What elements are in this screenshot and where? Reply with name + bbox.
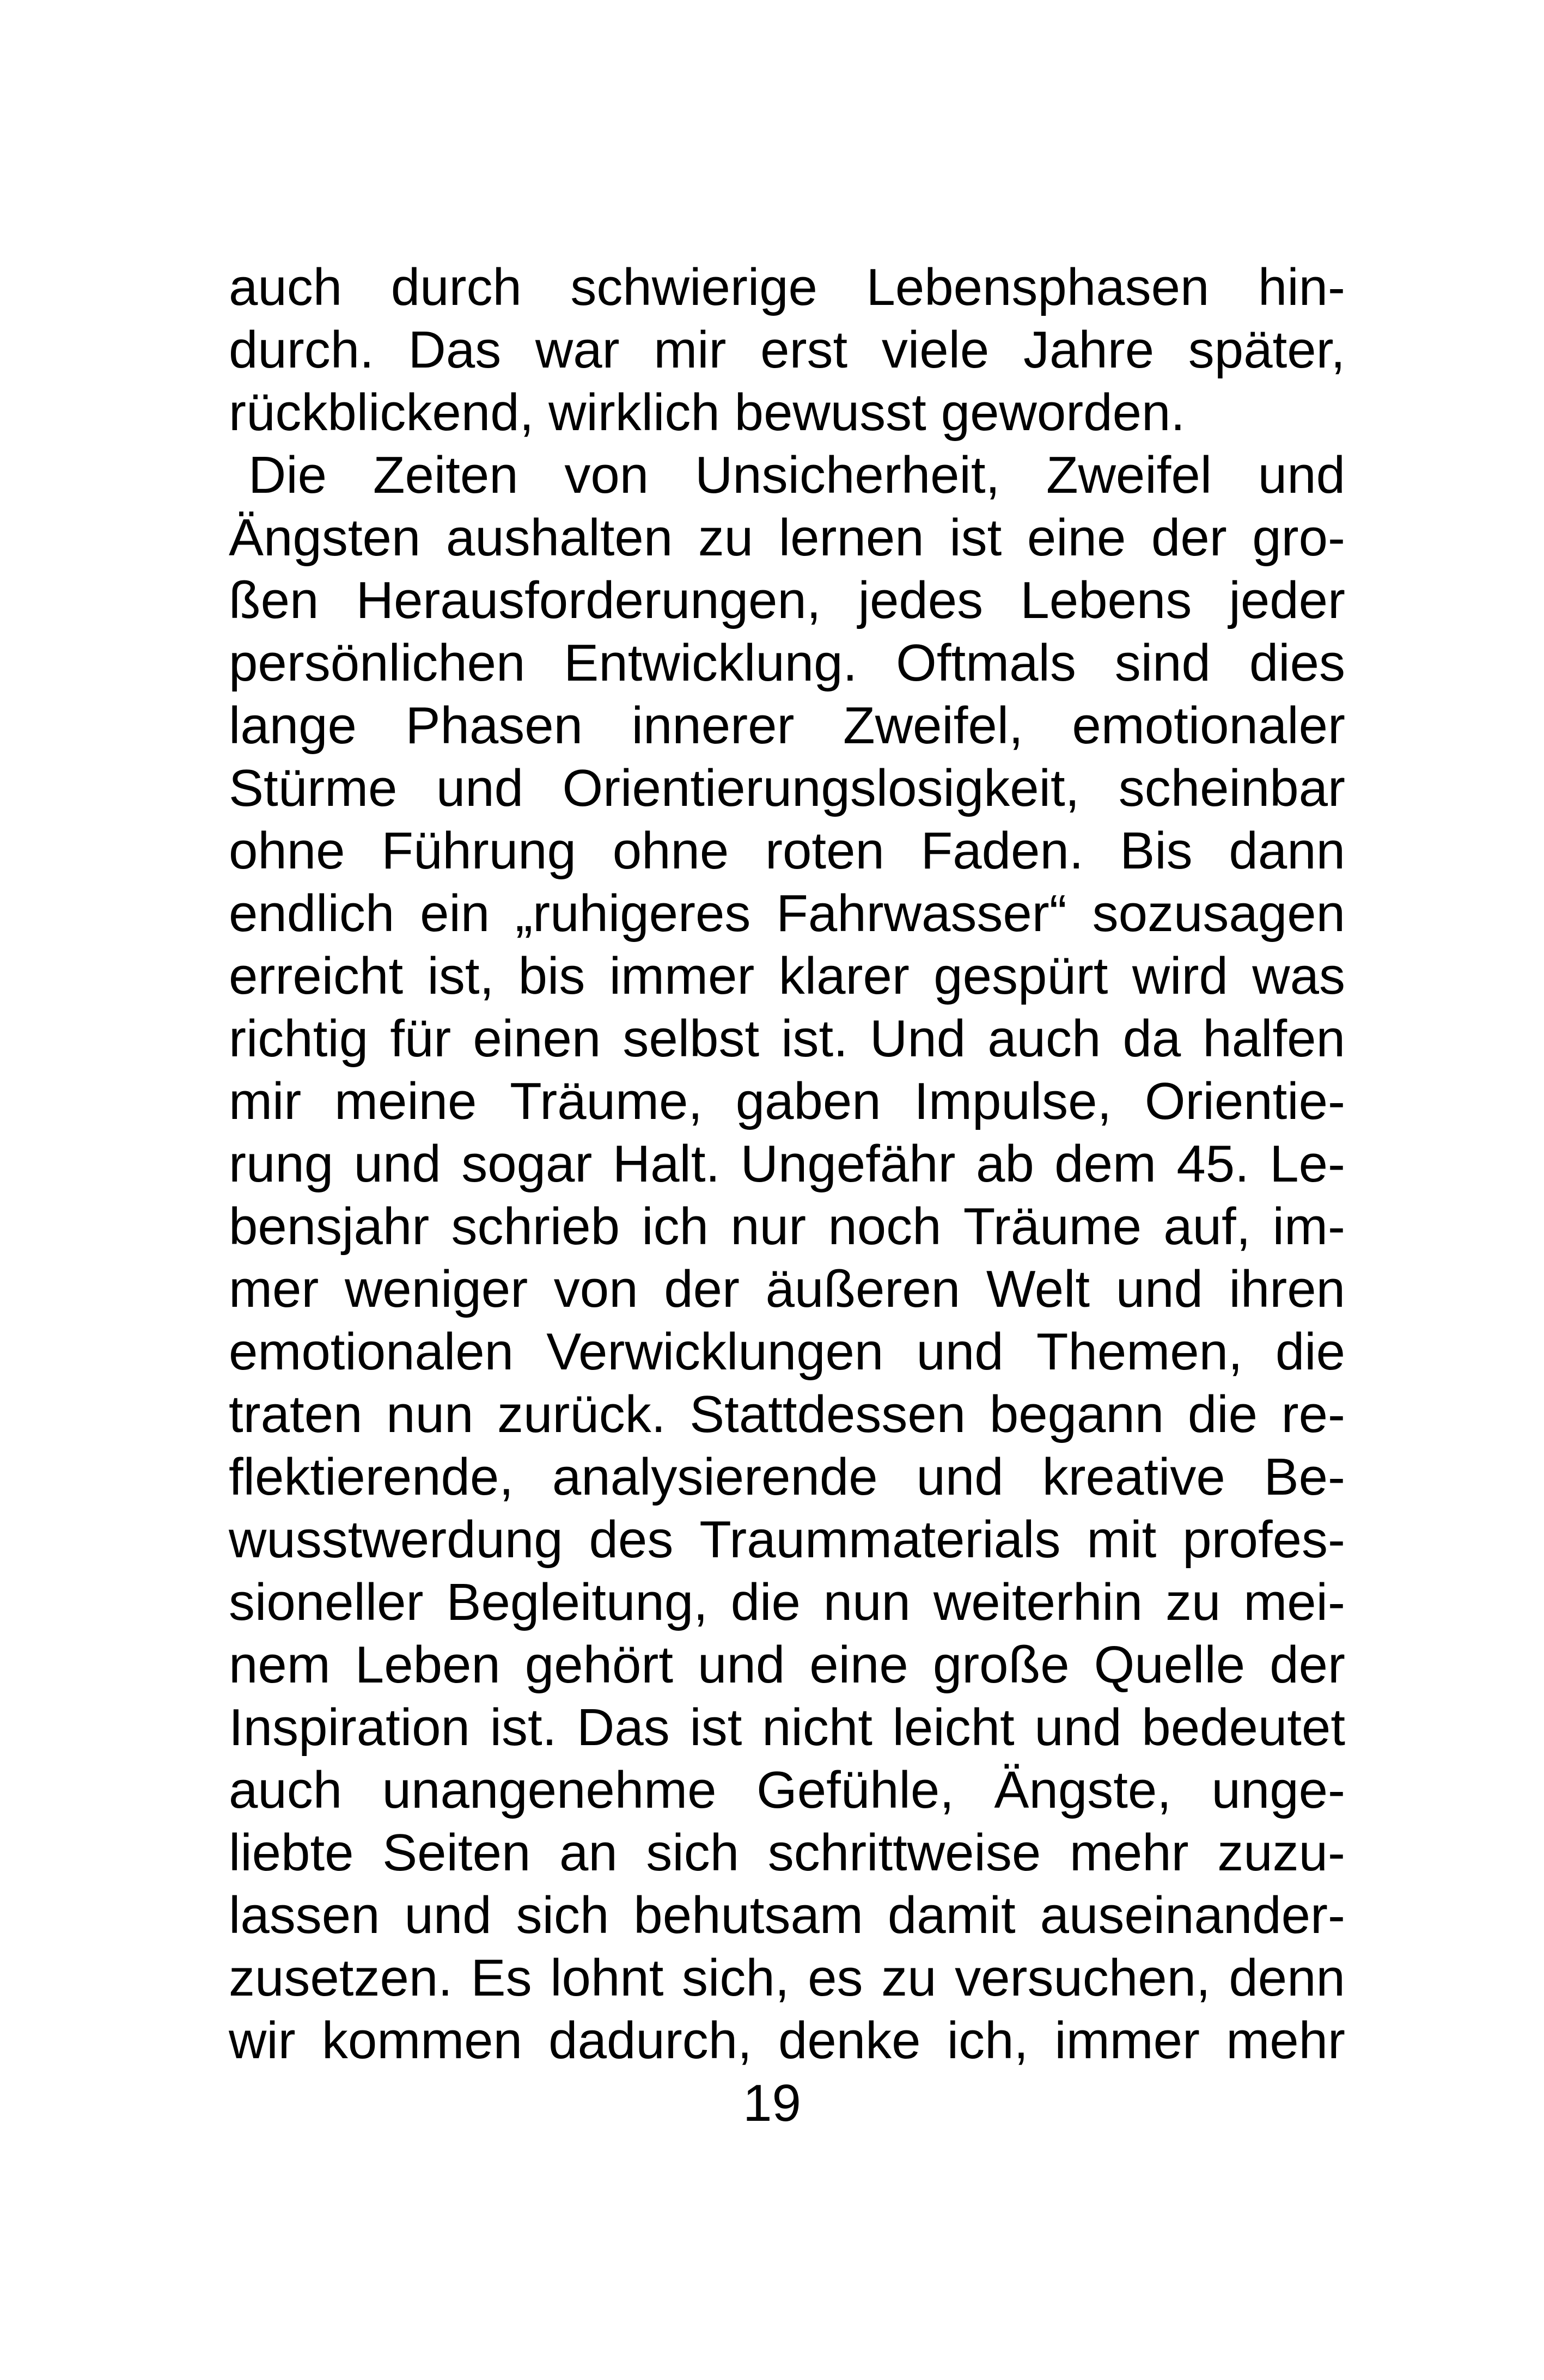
text-line bbox=[229, 1821, 1345, 1884]
word: dem bbox=[1054, 1135, 1156, 1193]
word: „ruhigeres bbox=[515, 884, 751, 943]
word: und bbox=[698, 1636, 785, 1694]
word: sich bbox=[516, 1886, 609, 1944]
word: Die bbox=[248, 446, 327, 504]
word: mir bbox=[229, 1072, 302, 1130]
word: halfen bbox=[1203, 1009, 1345, 1068]
word: ist bbox=[689, 1698, 742, 1757]
word: innerer bbox=[631, 696, 795, 755]
word: und bbox=[916, 1448, 1004, 1506]
word: Le- bbox=[1270, 1135, 1345, 1193]
word: zu bbox=[698, 509, 754, 567]
word: analysierende bbox=[552, 1448, 878, 1506]
text-line bbox=[229, 1133, 1345, 1195]
word: ab bbox=[975, 1135, 1034, 1193]
word: Begleitung, bbox=[446, 1573, 708, 1631]
word: die bbox=[1275, 1323, 1345, 1381]
word: sioneller bbox=[229, 1573, 424, 1631]
text-line bbox=[229, 882, 1345, 945]
word: klarer bbox=[778, 947, 910, 1005]
text-line bbox=[229, 1508, 1345, 1571]
text-line bbox=[229, 1571, 1345, 1633]
word: schwierige bbox=[570, 258, 817, 316]
word: Entwicklung. bbox=[564, 634, 858, 692]
word: Fahrwasser“ bbox=[776, 884, 1067, 943]
text-line bbox=[229, 819, 1345, 882]
word: zuzu- bbox=[1217, 1824, 1345, 1882]
word: roten bbox=[765, 822, 884, 880]
word: nem bbox=[229, 1636, 331, 1694]
word: Ängste, bbox=[994, 1761, 1171, 1819]
word: der bbox=[664, 1260, 740, 1318]
word: dann bbox=[1229, 822, 1345, 880]
word: der bbox=[1270, 1636, 1345, 1694]
word: Träume bbox=[963, 1197, 1142, 1256]
word: Traummaterials bbox=[699, 1510, 1061, 1569]
word: eine bbox=[1027, 509, 1126, 567]
text-line bbox=[229, 2009, 1345, 2072]
word: auf, bbox=[1163, 1197, 1251, 1256]
text-line bbox=[229, 1195, 1345, 1258]
word: gaben bbox=[735, 1072, 881, 1130]
word: ßen bbox=[229, 571, 319, 629]
word: und bbox=[916, 1323, 1004, 1381]
word: sogar bbox=[461, 1135, 593, 1193]
word: sich bbox=[646, 1824, 740, 1882]
text-line bbox=[229, 1884, 1345, 1947]
word: die bbox=[1187, 1385, 1258, 1443]
word: an bbox=[559, 1824, 618, 1882]
word: zu bbox=[1165, 1573, 1221, 1631]
word: auch bbox=[229, 1761, 343, 1819]
word: Phasen bbox=[405, 696, 583, 755]
word: mehr bbox=[1226, 2011, 1345, 2070]
word: begann bbox=[989, 1385, 1164, 1443]
word: Ängsten bbox=[229, 509, 421, 567]
word: mir bbox=[654, 321, 727, 379]
word: es bbox=[808, 1949, 863, 2007]
word: wird bbox=[1132, 947, 1228, 1005]
word: Orientierungslosigkeit, bbox=[562, 759, 1080, 817]
word: lange bbox=[229, 696, 357, 755]
word: selbst bbox=[623, 1009, 760, 1068]
word: rückblickend, bbox=[229, 383, 534, 442]
word: immer bbox=[609, 947, 755, 1005]
word: später, bbox=[1188, 321, 1345, 379]
word: rung bbox=[229, 1135, 334, 1193]
word: Themen, bbox=[1036, 1323, 1243, 1381]
word: sozusagen bbox=[1092, 884, 1345, 943]
word: nun bbox=[386, 1385, 474, 1443]
word: bensjahr bbox=[229, 1197, 430, 1256]
word: mei- bbox=[1243, 1573, 1345, 1631]
word: lohnt bbox=[550, 1949, 664, 2007]
word: profes- bbox=[1182, 1510, 1345, 1569]
word: ohne bbox=[612, 822, 729, 880]
word: viele bbox=[881, 321, 990, 379]
text-line bbox=[229, 569, 1345, 632]
word: auch bbox=[987, 1009, 1101, 1068]
word: war bbox=[535, 321, 620, 379]
word: ich, bbox=[947, 2011, 1029, 2070]
word: zu bbox=[881, 1949, 937, 2007]
word: da bbox=[1122, 1009, 1181, 1068]
word: ist. bbox=[781, 1009, 848, 1068]
word: Das bbox=[408, 321, 502, 379]
word: Verwicklungen bbox=[546, 1323, 884, 1381]
word: im- bbox=[1272, 1197, 1345, 1256]
word: auseinander- bbox=[1040, 1886, 1345, 1944]
word: schrittweise bbox=[767, 1824, 1041, 1882]
word: behutsam bbox=[633, 1886, 863, 1944]
word: Welt bbox=[986, 1260, 1090, 1318]
word: ist. bbox=[490, 1698, 557, 1757]
word: erst bbox=[760, 321, 848, 379]
word: die bbox=[730, 1573, 801, 1631]
word: durch. bbox=[229, 321, 374, 379]
word: ein bbox=[420, 884, 490, 943]
word: Seiten bbox=[382, 1824, 531, 1882]
text-line bbox=[229, 694, 1345, 757]
word: richtig bbox=[229, 1009, 369, 1068]
word: Gefühle, bbox=[756, 1761, 954, 1819]
word: denke bbox=[778, 2011, 921, 2070]
word: unge- bbox=[1211, 1761, 1345, 1819]
word: Träume, bbox=[510, 1072, 703, 1130]
body-text bbox=[229, 256, 1345, 2072]
word: scheinbar bbox=[1118, 759, 1345, 817]
word: Zweifel bbox=[1046, 446, 1212, 504]
word: gehört bbox=[524, 1636, 673, 1694]
word: bedeutet bbox=[1142, 1698, 1345, 1757]
text-line bbox=[229, 1258, 1345, 1320]
word: Leben bbox=[355, 1636, 501, 1694]
word: wusstwerdung bbox=[229, 1510, 563, 1569]
text-line bbox=[229, 1446, 1345, 1508]
word: der bbox=[1151, 509, 1227, 567]
text-line bbox=[229, 945, 1345, 1007]
text-line bbox=[229, 1633, 1345, 1696]
word: Es bbox=[471, 1949, 532, 2007]
text-line bbox=[229, 1696, 1345, 1759]
text-line bbox=[229, 1070, 1345, 1133]
word: unangenehme bbox=[382, 1761, 717, 1819]
word: Und bbox=[870, 1009, 966, 1068]
word: meine bbox=[334, 1072, 477, 1130]
word: Oftmals bbox=[896, 634, 1076, 692]
text-line bbox=[229, 319, 1345, 381]
word: emotionaler bbox=[1072, 696, 1345, 755]
text-line bbox=[229, 1320, 1345, 1383]
word: und bbox=[404, 1886, 492, 1944]
word: zusetzen. bbox=[229, 1949, 453, 2007]
word: bewusst bbox=[734, 383, 926, 442]
text-line bbox=[229, 444, 1345, 506]
word: kommen bbox=[321, 2011, 522, 2070]
word: und bbox=[436, 759, 524, 817]
word: emotionalen bbox=[229, 1323, 514, 1381]
word: und bbox=[1258, 446, 1345, 504]
word: Das bbox=[577, 1698, 670, 1757]
word: Zweifel, bbox=[843, 696, 1023, 755]
word: Inspiration bbox=[229, 1698, 470, 1757]
word: auch bbox=[229, 258, 343, 316]
word: und bbox=[1115, 1260, 1203, 1318]
word: eine bbox=[809, 1636, 908, 1694]
word: Lebensphasen bbox=[866, 258, 1210, 316]
word: versuchen, bbox=[955, 1949, 1211, 2007]
word: Zeiten bbox=[373, 446, 518, 504]
word: jeder bbox=[1229, 571, 1345, 629]
word: hin- bbox=[1258, 258, 1345, 316]
text-line bbox=[229, 1947, 1345, 2009]
word: Unsicherheit, bbox=[694, 446, 1000, 504]
word: liebte bbox=[229, 1824, 354, 1882]
word: ohne bbox=[229, 822, 345, 880]
word: wir bbox=[229, 2011, 296, 2070]
word: mer bbox=[229, 1260, 319, 1318]
text-line bbox=[229, 381, 1345, 444]
word: Faden. bbox=[920, 822, 1084, 880]
word: zurück. bbox=[497, 1385, 666, 1443]
word: große bbox=[932, 1636, 1070, 1694]
word: Ungefähr bbox=[740, 1135, 956, 1193]
word: ich bbox=[642, 1197, 709, 1256]
word: damit bbox=[887, 1886, 1016, 1944]
word: gro- bbox=[1252, 509, 1345, 567]
word: Stürme bbox=[229, 759, 398, 817]
word: von bbox=[553, 1260, 638, 1318]
word: bis bbox=[518, 947, 585, 1005]
word: einen bbox=[473, 1009, 601, 1068]
text-line bbox=[229, 506, 1345, 569]
word: persönlichen bbox=[229, 634, 526, 692]
word: dadurch, bbox=[548, 2011, 752, 2070]
word: äußeren bbox=[765, 1260, 961, 1318]
word: und bbox=[1034, 1698, 1122, 1757]
word: gespürt bbox=[933, 947, 1108, 1005]
word: noch bbox=[828, 1197, 942, 1256]
word: ist bbox=[949, 509, 1002, 567]
word: geworden. bbox=[941, 383, 1186, 442]
word: nicht bbox=[762, 1698, 872, 1757]
text-line bbox=[229, 1007, 1345, 1070]
word: was bbox=[1252, 947, 1345, 1005]
word: durch bbox=[390, 258, 522, 316]
word: dies bbox=[1249, 634, 1345, 692]
word: immer bbox=[1054, 2011, 1200, 2070]
word: weniger bbox=[344, 1260, 528, 1318]
word: leicht bbox=[892, 1698, 1015, 1757]
word: Impulse, bbox=[914, 1072, 1112, 1130]
word: Lebens bbox=[1020, 571, 1192, 629]
word: erreicht bbox=[229, 947, 404, 1005]
word: mit bbox=[1087, 1510, 1157, 1569]
word: Bis bbox=[1120, 822, 1193, 880]
word: ihren bbox=[1229, 1260, 1345, 1318]
word: sind bbox=[1114, 634, 1211, 692]
word: mehr bbox=[1069, 1824, 1189, 1882]
word: ist, bbox=[427, 947, 495, 1005]
text-line bbox=[229, 1759, 1345, 1821]
text-line bbox=[229, 757, 1345, 819]
word: Stattdessen bbox=[689, 1385, 966, 1443]
word: nun bbox=[823, 1573, 911, 1631]
word: denn bbox=[1229, 1949, 1345, 2007]
word: re- bbox=[1281, 1385, 1345, 1443]
word: sich, bbox=[682, 1949, 790, 2007]
word: von bbox=[564, 446, 649, 504]
word: Jahre bbox=[1023, 321, 1155, 379]
page-number: 19 bbox=[743, 2074, 801, 2132]
word: traten bbox=[229, 1385, 363, 1443]
word: endlich bbox=[229, 884, 395, 943]
word: Be- bbox=[1264, 1448, 1345, 1506]
word: schrieb bbox=[451, 1197, 620, 1256]
text-line bbox=[229, 1383, 1345, 1446]
word: Herausforderungen, bbox=[356, 571, 821, 629]
word: kreative bbox=[1042, 1448, 1225, 1506]
word: wirklich bbox=[548, 383, 720, 442]
word: lassen bbox=[229, 1886, 380, 1944]
word: Führung bbox=[381, 822, 576, 880]
word: weiterhin bbox=[933, 1573, 1143, 1631]
word: Quelle bbox=[1094, 1636, 1246, 1694]
word: des bbox=[589, 1510, 674, 1569]
word: lernen bbox=[778, 509, 924, 567]
word: für bbox=[390, 1009, 451, 1068]
word: Halt. bbox=[612, 1135, 721, 1193]
word: aushalten bbox=[445, 509, 673, 567]
text-line bbox=[229, 256, 1345, 319]
word: und bbox=[353, 1135, 441, 1193]
word: flektierende, bbox=[229, 1448, 514, 1506]
word: nur bbox=[730, 1197, 807, 1256]
word: 45. bbox=[1176, 1135, 1249, 1193]
word: Orientie- bbox=[1144, 1072, 1345, 1130]
text-line bbox=[229, 632, 1345, 694]
word: jedes bbox=[858, 571, 984, 629]
